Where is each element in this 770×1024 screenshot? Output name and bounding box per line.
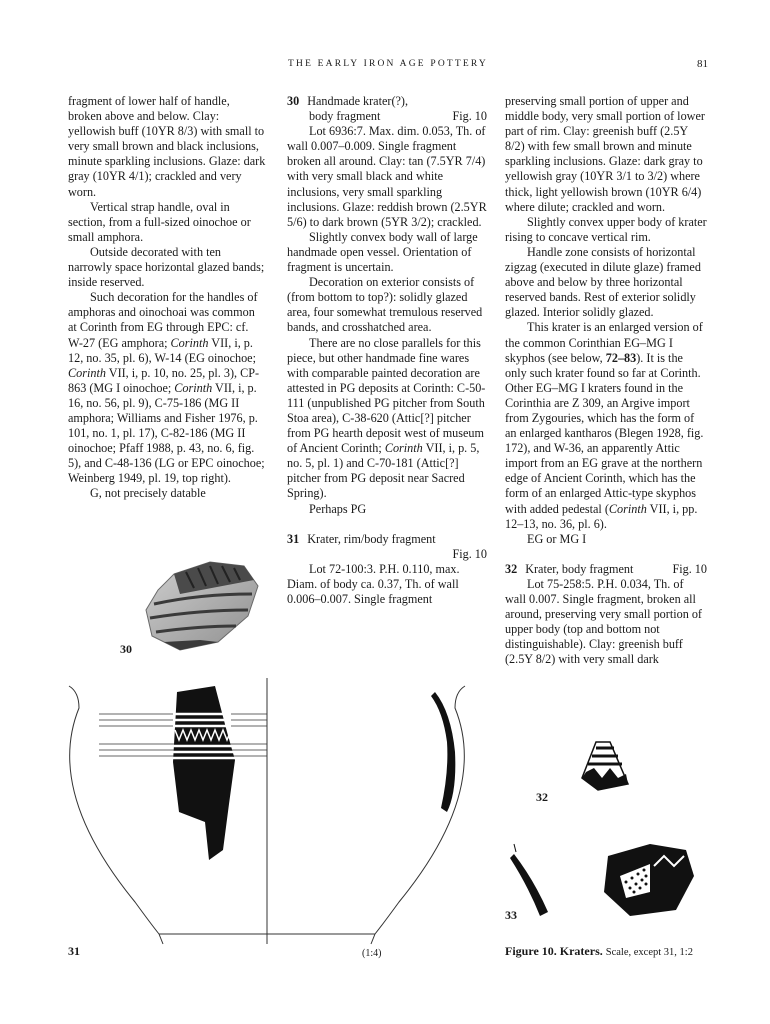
col1-paragraph-4: Such decoration for the handles of amphoras and oinochoai was common at Corinth from EG through EPC: cf. W-27 (EG amphora; Corinth VII, i, p. 12, no. 35, pl. 6), W-14 (EG oinochoe; Corinth VII, i, p. 10, no. 25, pl. 3), CP-863 (MG I oinochoe; Corinth VII, i, p. 16, no. 56, pl. 9), C-75-186 (MG II amphora; Williams and Fisher 1976, p. 101, no. 1, pl. 17), C-82-186 (MG II oinochoe; Pfaff 1988, p. 43, no. 6, fig. 5), and C-48-136 (LG or EPC oinochoe; Weinberg 1949, pl. 19, top right). bbox=[68, 290, 265, 486]
entry-30-shape: Slightly convex body wall of large handmade open vessel. Orientation of fragment is uncertain. bbox=[287, 229, 478, 275]
entry-31-title: Krater, rim/body fragment bbox=[307, 531, 436, 546]
krater-31-drawing bbox=[55, 672, 475, 952]
col3-paragraph-2: Slightly convex upper body of krater rising to concave vertical rim. bbox=[505, 214, 707, 244]
col1-date: G, not precisely datable bbox=[90, 486, 206, 501]
entry-31-heading bbox=[287, 532, 487, 547]
column-1 bbox=[68, 94, 266, 502]
col3-paragraph-1: preserving small portion of upper and middle body, very small portion of lower part of rim. Clay: greenish buff (2.5Y 8/2) with few small brown and minute sparkling inclusions. Glaze: dark gray to yellowish gray (10YR 3/1 to 3/2) where thick, light yellowish brown (10YR 6/4) where dilute; crackled and worn. bbox=[505, 94, 705, 214]
entry-31-description: Lot 72-100:3. P.H. 0.110, max. Diam. of body ca. 0.37, Th. of wall 0.006–0.007. Single fragment bbox=[287, 561, 460, 606]
sherd-30-photo bbox=[140, 560, 265, 655]
col3-paragraph-4: This krater is an enlarged version of the common Corinthian EG–MG I skyphos (see below, 72–83). It is the only such krater found so far at Corinth. Other EG–MG I kraters found in the Corinthia are Z 309, an Argive import from Zygouries, which has the form of an enlarged kantharos (Blegen 1928, fig. 172), and W-36, an apparently Attic import from an EG grave at the northern edge of Ancient Corinth, which has the form of an enlarged Attic-type skyphos with added pedestal (Corinth VII, i, pp. 12–13, no. 36, pl. 6). bbox=[505, 320, 704, 531]
figure-caption bbox=[505, 944, 693, 959]
entry-32-description: Lot 75-258:5. P.H. 0.034, Th. of wall 0.007. Single fragment, broken all around, preserving very small portion of upper body (top and bottom not distinguishable). Clay: greenish buff (2.5Y 8/2) with very small dark bbox=[505, 576, 702, 667]
label-32: 32 bbox=[536, 790, 548, 804]
caption-note: Scale, except 31, 1:2 bbox=[605, 947, 693, 958]
page-number: 81 bbox=[697, 58, 708, 70]
entry-30-number: 30 bbox=[287, 94, 300, 108]
entry-31-number: 31 bbox=[287, 531, 300, 546]
entry-30-heading-2: body fragment Fig. 10 bbox=[309, 109, 487, 124]
entry-30-title: Handmade krater(?), bbox=[307, 94, 409, 108]
label-30: 30 bbox=[120, 642, 132, 656]
entry-30-date: Perhaps PG bbox=[309, 501, 367, 516]
col1-paragraph-1: fragment of lower half of handle, broken above and below. Clay: yellowish buff (10YR 8/3) with small to very small brown and black inclusions, minute sparkling inclusions. Glaze: dark gray (10YR 4/1); crackled and very worn. bbox=[68, 94, 266, 199]
sherd-33-drawing bbox=[590, 836, 700, 921]
entry-31-fig-ref: Fig. 10 bbox=[452, 546, 487, 561]
scale-31: (1:4) bbox=[362, 948, 382, 959]
entry-32-title: Krater, body fragment bbox=[525, 561, 634, 576]
running-head: THE EARLY IRON AGE POTTERY bbox=[288, 59, 488, 69]
label-33: 33 bbox=[505, 908, 517, 922]
col3-date: EG or MG I bbox=[527, 531, 587, 546]
col1-paragraph-3: Outside decorated with ten narrowly space horizontal glazed bands; inside reserved. bbox=[68, 244, 265, 290]
entry-32-number: 32 bbox=[505, 561, 518, 576]
entry-32-fig-ref: Fig. 10 bbox=[672, 561, 707, 576]
entry-32-heading bbox=[505, 562, 707, 577]
col3-paragraph-3: Handle zone consists of horizontal zigzag (executed in dilute glaze) framed above and below by three horizontal reserved bands. Rest of exterior solidly glazed. Interior solidly glazed. bbox=[505, 244, 701, 320]
entry-30-description: Lot 6936:7. Max. dim. 0.053, Th. of wall 0.007–0.009. Single fragment broken all around. Clay: tan (7.5YR 7/4) with very small black and white inclusions, very small sparkling inclusions. Glaze: reddish brown (2.5YR 5/6) to dark brown (5YR 3/2); crackled. bbox=[287, 124, 487, 229]
entry-30-fig-ref: Fig. 10 bbox=[452, 109, 487, 124]
entry-30-heading bbox=[287, 94, 487, 109]
sherd-32-drawing bbox=[576, 738, 632, 794]
label-31: 31 bbox=[68, 944, 80, 958]
column-2 bbox=[287, 94, 487, 607]
column-3 bbox=[505, 94, 707, 667]
col1-paragraph-2: Vertical strap handle, oval in section, from a full-sized oinochoe or small amphora. bbox=[68, 199, 251, 244]
entry-30-decoration: Decoration on exterior consists of (from bottom to top?): solidly glazed area, four somewhat tremulous reserved bands, and crosshatched area. bbox=[287, 275, 483, 335]
entry-30-parallels: There are no close parallels for this piece, but other handmade fine wares with comparable painted decoration are attested in PG deposits at Corinth: C-50-111 (unpublished PG pitcher from South Stoa area), C-38-620 (Attic[?] pitcher from PG hearth deposit west of museum of Ancient Corinth; Corinth VII, i, p. 5, no. 5, pl. 1) and C-70-181 (Attic[?] pitcher from PG deposit near Sacred Spring). bbox=[287, 335, 486, 501]
caption-title: Figure 10. Kraters. bbox=[505, 944, 603, 958]
